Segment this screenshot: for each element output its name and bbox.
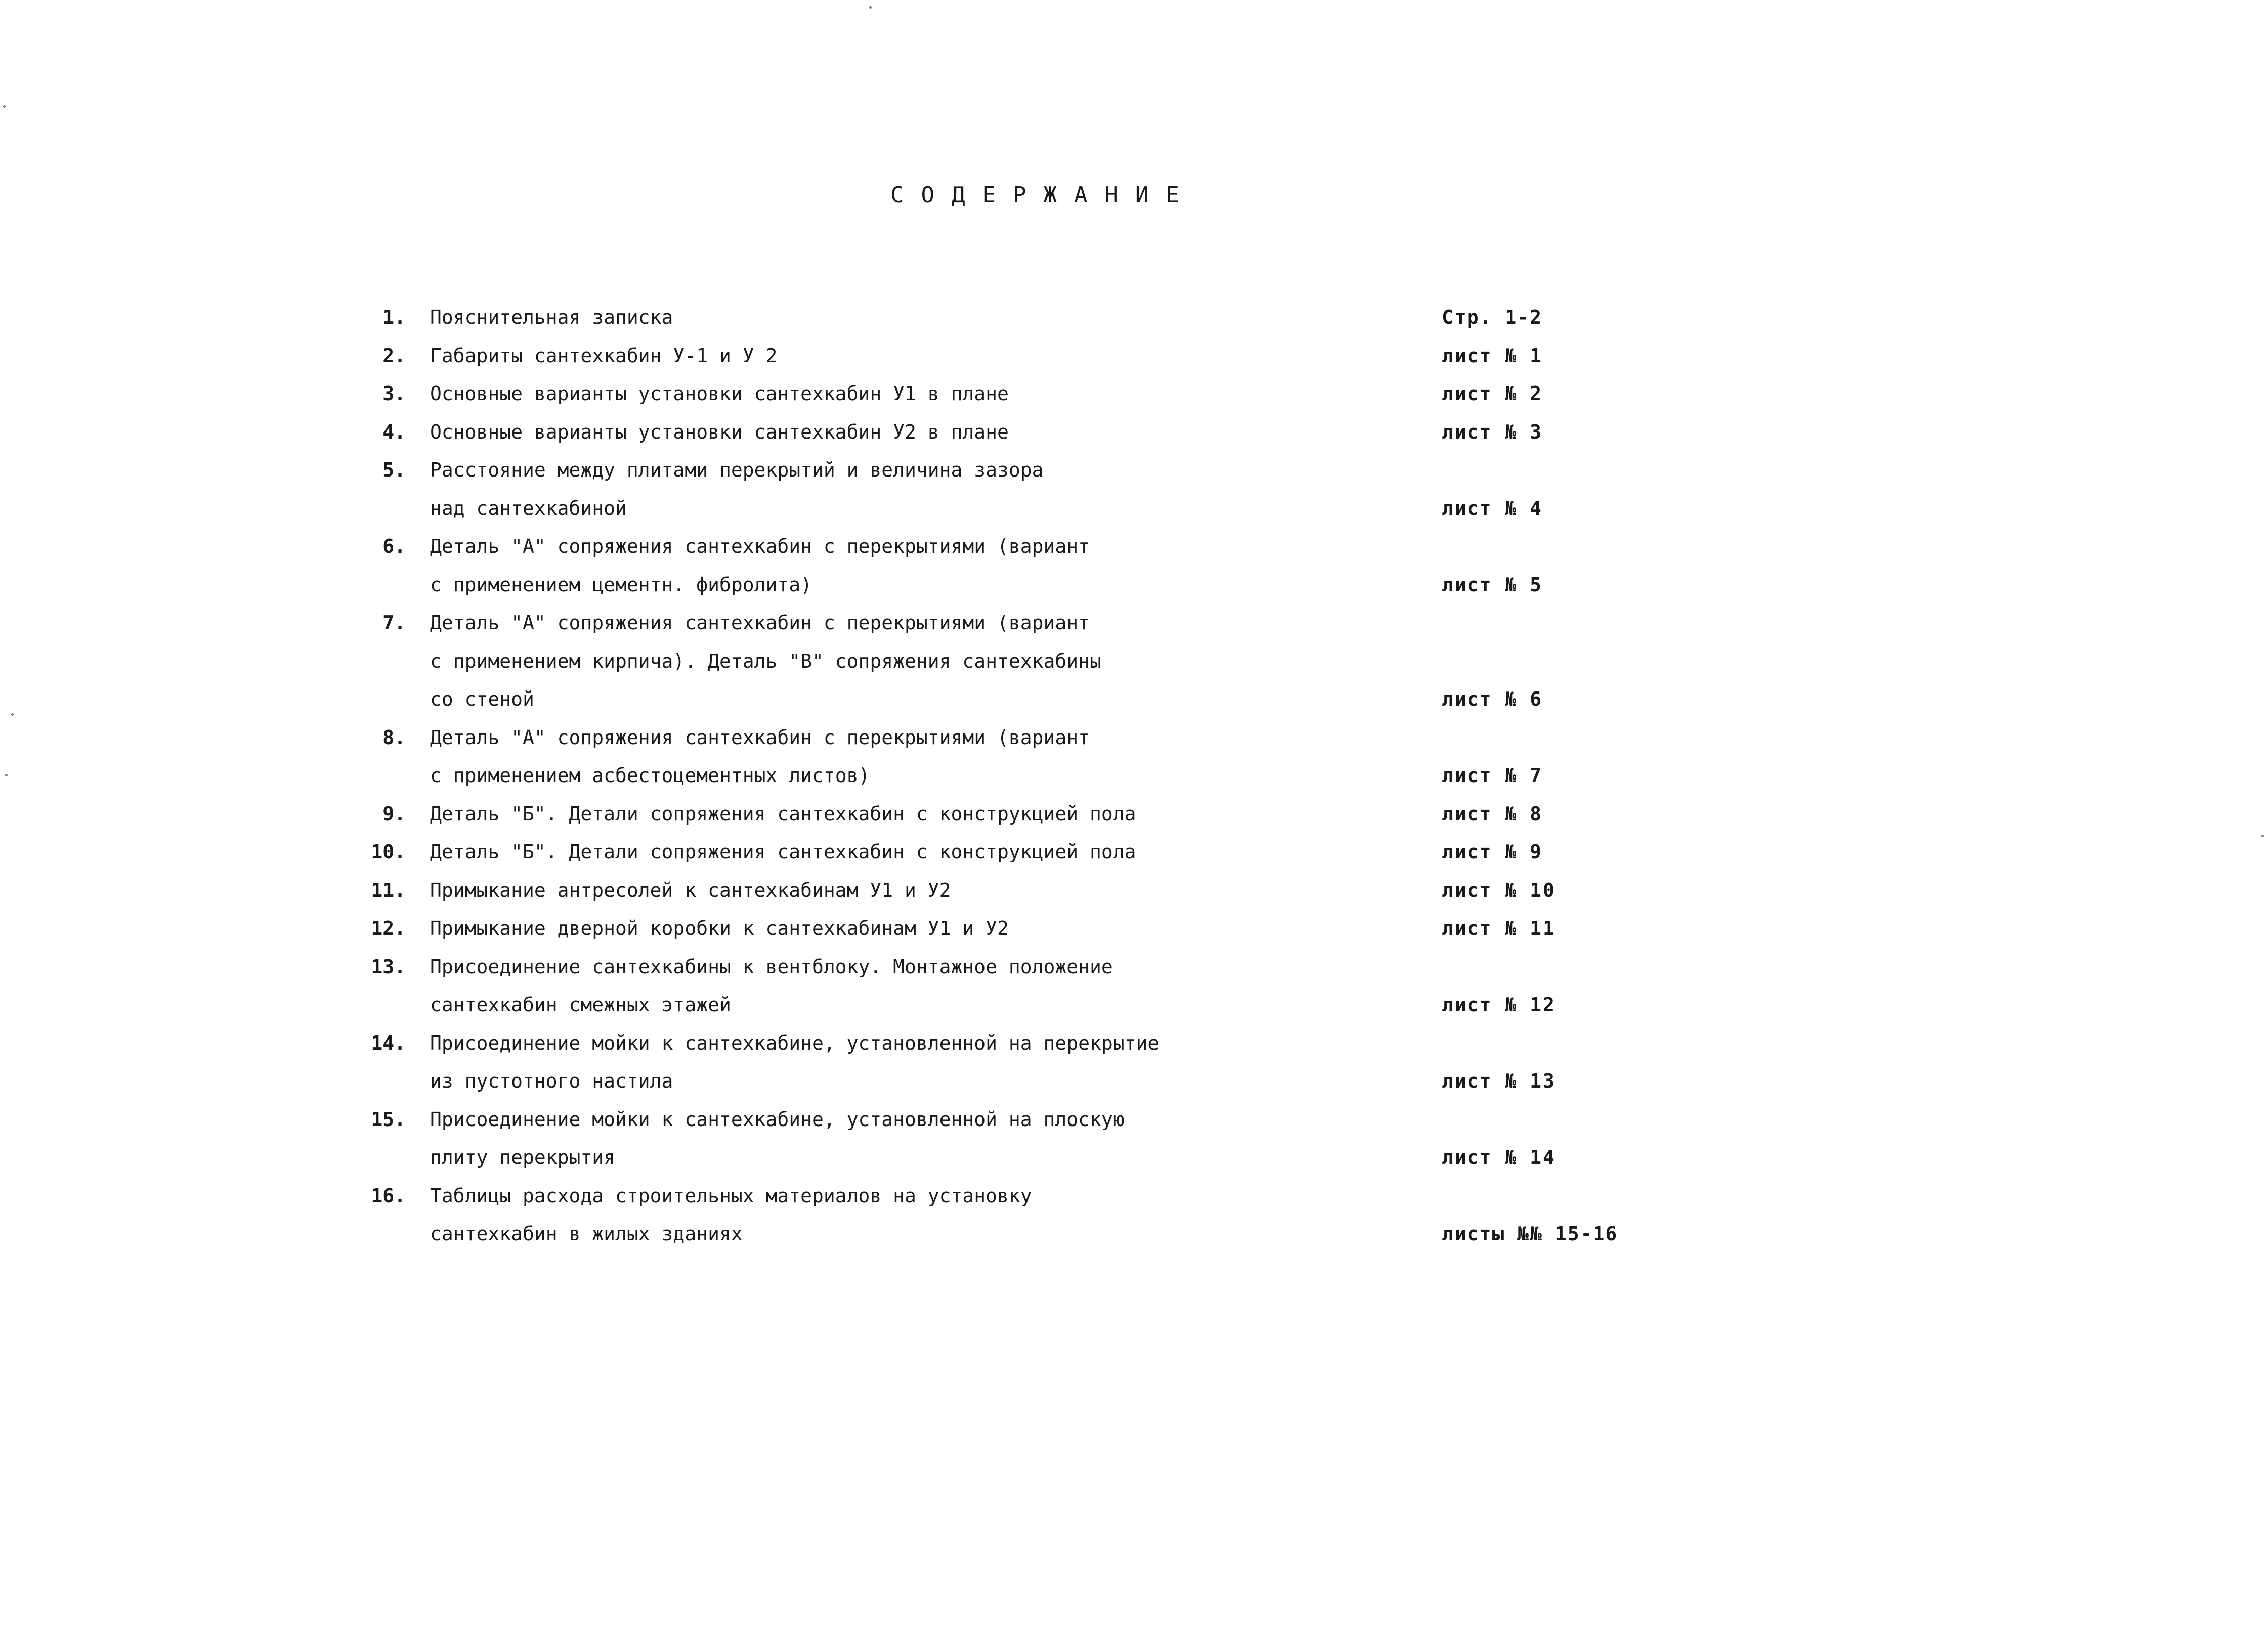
toc-line: [364, 413, 1629, 452]
toc-line: [364, 298, 1629, 337]
entry-sheet-reference: лист № 9: [1442, 841, 1543, 863]
toc-line: [364, 1215, 1629, 1253]
entry-text: с применением кирпича). Деталь "В" сопряжения сантехкабины: [430, 650, 1101, 672]
toc-line: [364, 757, 1629, 795]
entry-text: с применением асбестоцементных листов): [430, 764, 870, 787]
scan-speck: [5, 774, 8, 776]
toc-line: [364, 642, 1629, 681]
entry-text: Таблицы расхода строительных материалов на установку: [430, 1184, 1032, 1207]
entry-sheet-reference: лист № 6: [1442, 688, 1543, 710]
entry-number: 5.: [382, 459, 406, 481]
entry-sheet-reference: лист № 14: [1442, 1146, 1555, 1169]
entry-sheet-reference: лист № 12: [1442, 993, 1555, 1016]
toc-line: [364, 719, 1629, 757]
toc-line: [364, 680, 1629, 719]
scan-speck: [869, 6, 872, 9]
toc-entry: [364, 604, 1629, 719]
entry-text: Основные варианты установки сантехкабин У1 в плане: [430, 382, 1009, 405]
entry-number: 1.: [382, 306, 406, 328]
toc-line: [364, 1139, 1629, 1177]
entry-sheet-reference: лист № 7: [1442, 764, 1543, 787]
entry-sheet-reference: лист № 11: [1442, 917, 1555, 939]
toc-line: [364, 566, 1629, 604]
toc-line: [364, 1024, 1629, 1063]
toc-entry: [364, 1177, 1629, 1253]
toc-line: [364, 1062, 1629, 1101]
entry-text: Пояснительная записка: [430, 306, 673, 328]
entry-sheet-reference: лист № 4: [1442, 497, 1543, 520]
toc-line: [364, 986, 1629, 1024]
entry-text: Примыкание антресолей к сантехкабинам У1 и У2: [430, 879, 951, 901]
entry-text: из пустотного настила: [430, 1070, 673, 1092]
entry-sheet-reference: лист № 10: [1442, 879, 1555, 901]
entry-sheet-reference: лист № 8: [1442, 802, 1543, 825]
entry-text: Габариты сантехкабин У-1 и У 2: [430, 344, 778, 367]
toc-line: [364, 1177, 1629, 1216]
scan-speck: [11, 713, 14, 716]
entry-text: со стеной: [430, 688, 534, 710]
entry-text: сантехкабин смежных этажей: [430, 993, 731, 1016]
entry-sheet-reference: лист № 3: [1442, 420, 1543, 443]
entry-number: 10.: [371, 841, 406, 863]
entry-number: 7.: [382, 612, 406, 634]
toc-entry: [364, 872, 1629, 910]
toc-entry: [364, 451, 1629, 528]
entry-text: Деталь "А" сопряжения сантехкабин с перекрытиями (вариант: [430, 535, 1090, 557]
entry-text: над сантехкабиной: [430, 497, 627, 520]
entry-number: 8.: [382, 726, 406, 749]
toc-line: [364, 528, 1629, 566]
entry-text: Присоединение сантехкабины к вентблоку. Монтажное положение: [430, 955, 1113, 978]
entry-sheet-reference: лист № 5: [1442, 573, 1543, 596]
entry-number: 15.: [371, 1108, 406, 1131]
entry-number: 11.: [371, 879, 406, 901]
table-of-contents: [364, 298, 1629, 1253]
page-title: СОДЕРЖАНИЕ: [890, 182, 1196, 208]
entry-text: плиту перекрытия: [430, 1146, 616, 1169]
toc-line: [364, 948, 1629, 986]
scan-speck: [2261, 835, 2264, 837]
toc-line: [364, 910, 1629, 948]
entry-text: Деталь "Б". Детали сопряжения сантехкабин с конструкцией пола: [430, 802, 1136, 825]
entry-text: Примыкание дверной коробки к сантехкабинам У1 и У2: [430, 917, 1009, 939]
toc-line: [364, 337, 1629, 375]
entry-text: сантехкабин в жилых зданиях: [430, 1223, 743, 1245]
entry-sheet-reference: лист № 13: [1442, 1070, 1555, 1092]
entry-number: 16.: [371, 1184, 406, 1207]
entry-text: Деталь "А" сопряжения сантехкабин с перекрытиями (вариант: [430, 612, 1090, 634]
toc-line: [364, 375, 1629, 413]
toc-line: [364, 795, 1629, 834]
toc-entry: [364, 413, 1629, 452]
toc-entry: [364, 1024, 1629, 1101]
entry-number: 14.: [371, 1031, 406, 1054]
entry-sheet-reference: Стр. 1-2: [1442, 306, 1543, 328]
toc-entry: [364, 375, 1629, 413]
toc-entry: [364, 337, 1629, 375]
entry-text: Присоединение мойки к сантехкабине, установленной на плоскую: [430, 1108, 1125, 1131]
toc-entry: [364, 1101, 1629, 1177]
toc-entry: [364, 833, 1629, 872]
entry-text: Присоединение мойки к сантехкабине, установленной на перекрытие: [430, 1031, 1160, 1054]
toc-entry: [364, 910, 1629, 948]
entry-sheet-reference: лист № 1: [1442, 344, 1543, 367]
entry-text: Деталь "А" сопряжения сантехкабин с перекрытиями (вариант: [430, 726, 1090, 749]
entry-text: с применением цементн. фибролита): [430, 573, 812, 596]
toc-line: [364, 451, 1629, 490]
entry-number: 9.: [382, 802, 406, 825]
entry-number: 12.: [371, 917, 406, 939]
entry-number: 4.: [382, 420, 406, 443]
entry-text: Деталь "Б". Детали сопряжения сантехкабин с конструкцией пола: [430, 841, 1136, 863]
toc-entry: [364, 528, 1629, 604]
toc-entry: [364, 795, 1629, 834]
toc-line: [364, 490, 1629, 528]
entry-number: 3.: [382, 382, 406, 405]
entry-text: Основные варианты установки сантехкабин У2 в плане: [430, 420, 1009, 443]
toc-entry: [364, 298, 1629, 337]
toc-line: [364, 872, 1629, 910]
entry-number: 2.: [382, 344, 406, 367]
entry-number: 13.: [371, 955, 406, 978]
entry-sheet-reference: листы №№ 15-16: [1442, 1223, 1618, 1245]
toc-line: [364, 833, 1629, 872]
toc-line: [364, 604, 1629, 642]
entry-text: Расстояние между плитами перекрытий и величина зазора: [430, 459, 1044, 481]
entry-sheet-reference: лист № 2: [1442, 382, 1543, 405]
toc-line: [364, 1101, 1629, 1139]
entry-number: 6.: [382, 535, 406, 557]
toc-entry: [364, 948, 1629, 1024]
scan-speck: [3, 105, 6, 108]
toc-entry: [364, 719, 1629, 795]
